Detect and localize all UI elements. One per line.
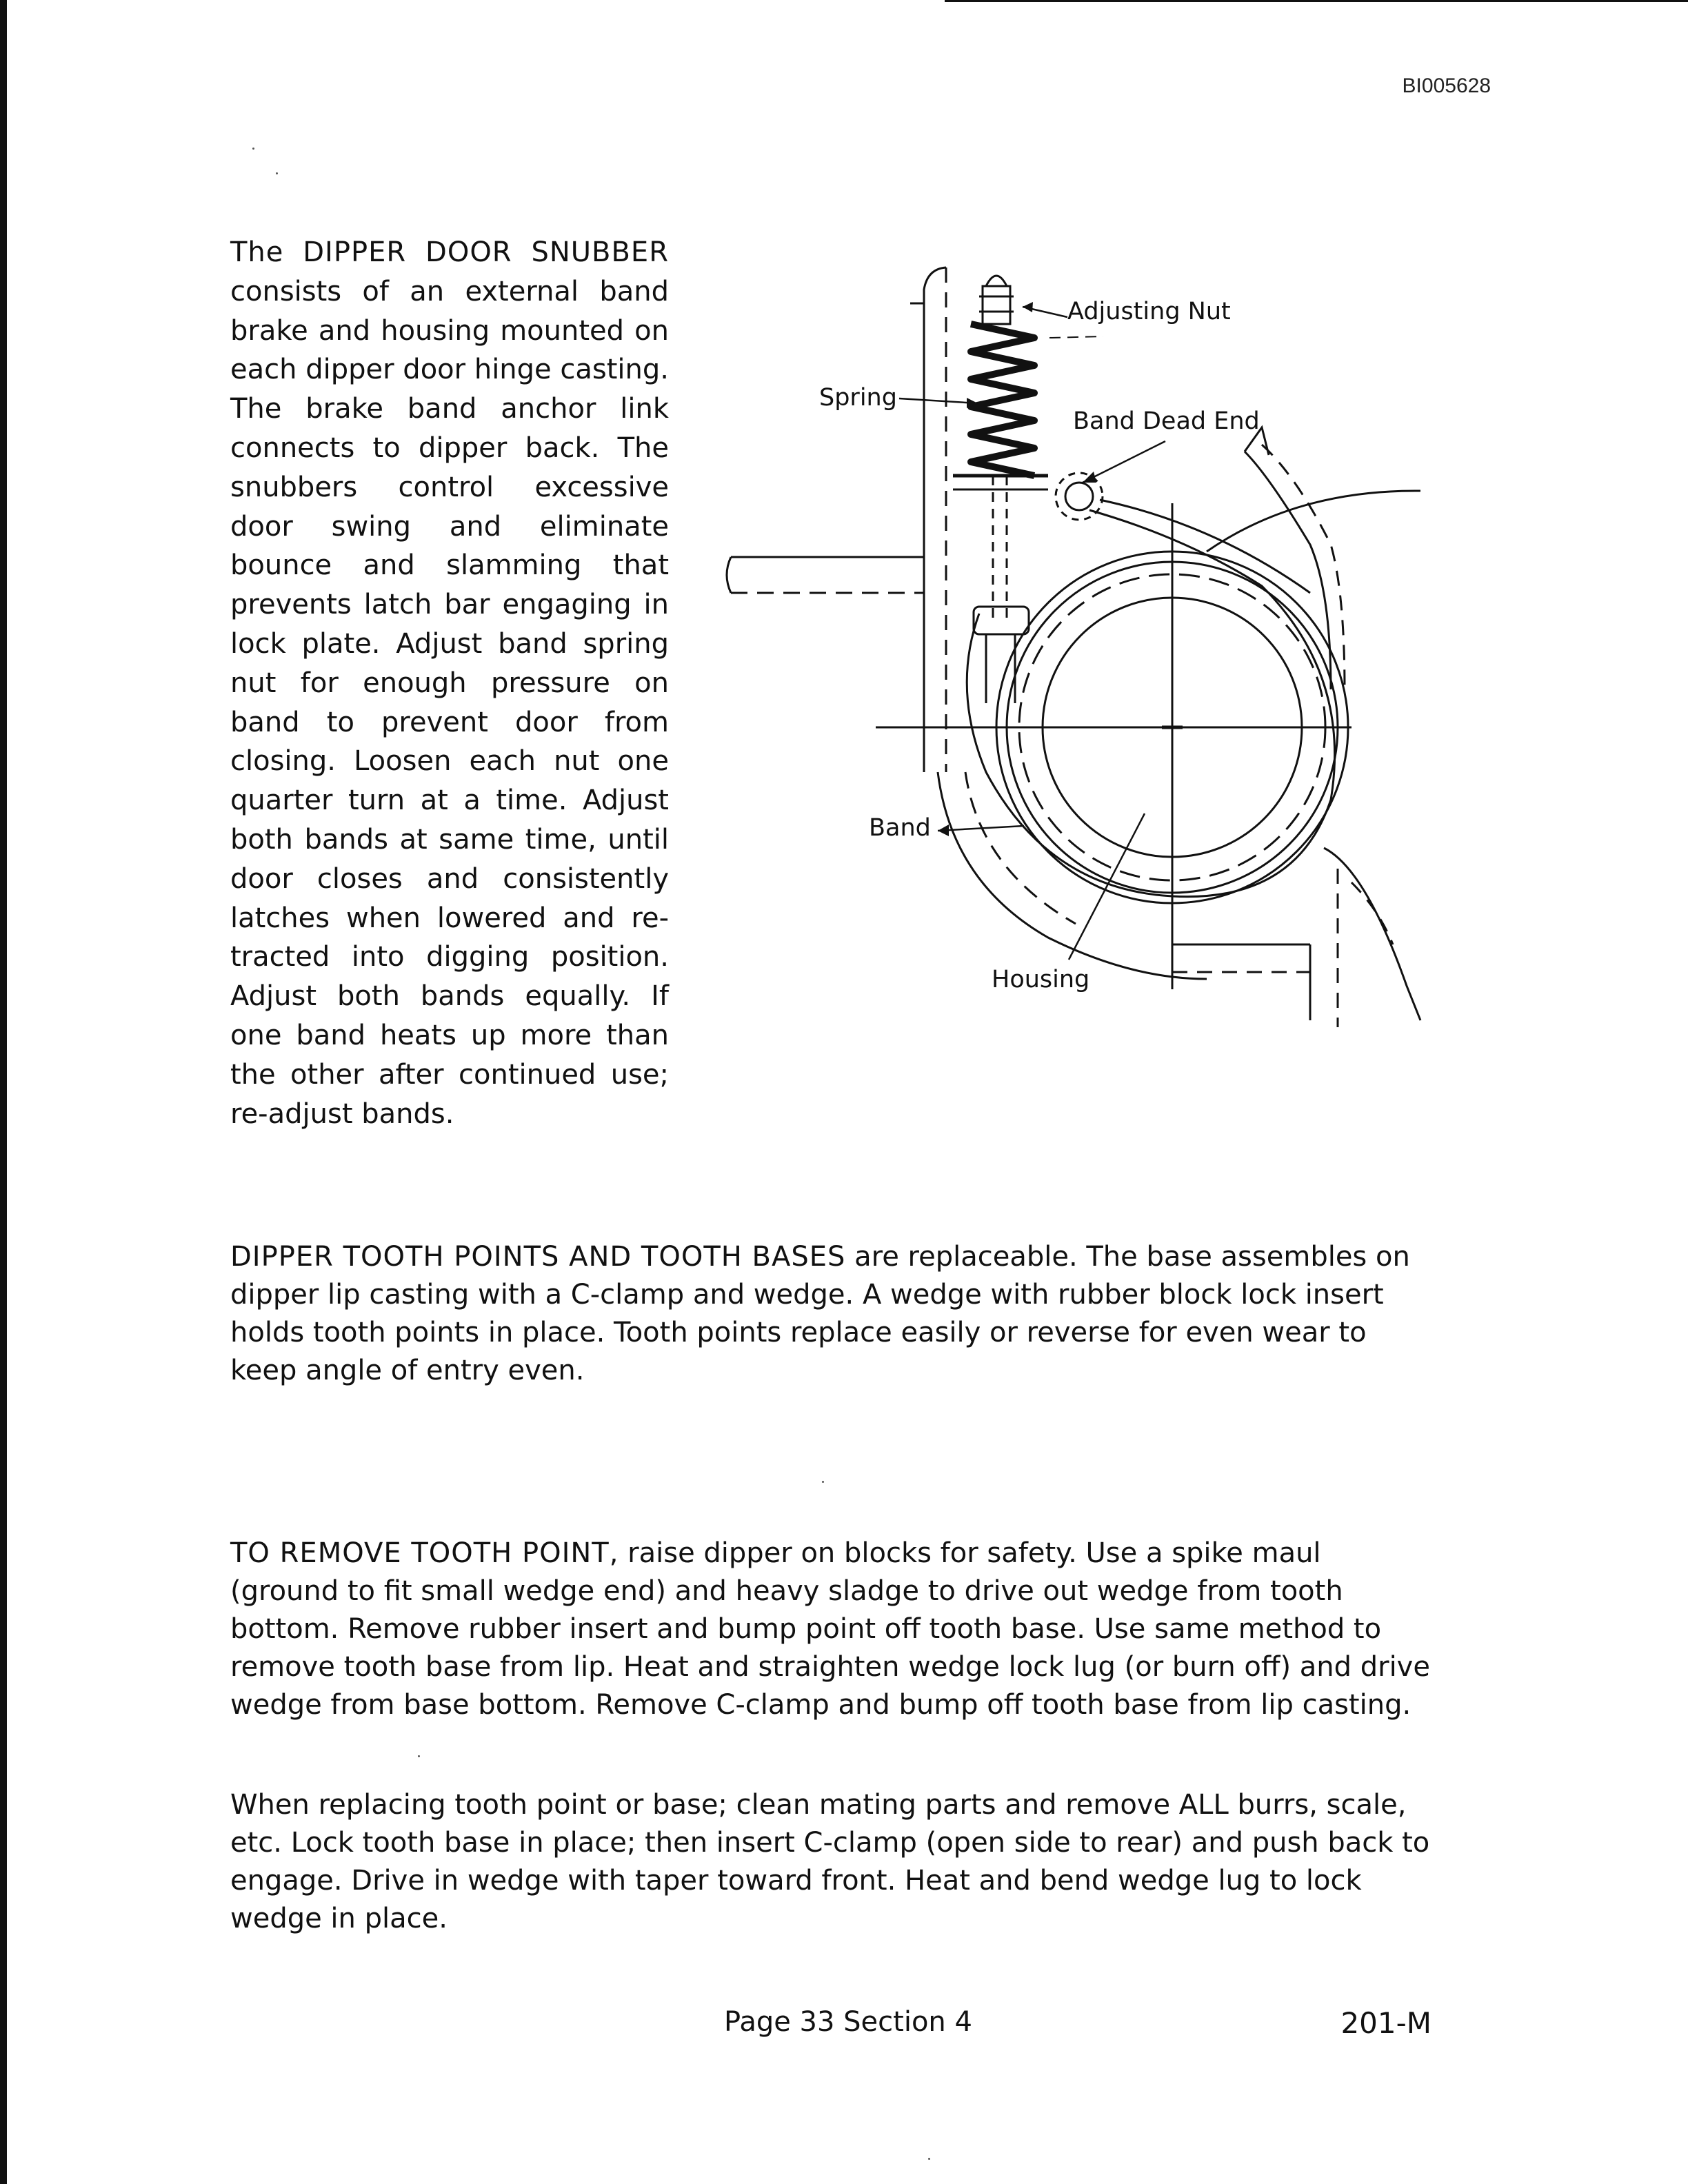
spring-coils bbox=[971, 324, 1034, 476]
tooth-body: are replaceable. The base assembles on dipper lip casting with a C-clamp and wedge. A wedge with rubber block lock insert holds tooth points in place. Tooth points replace easily or reverse for even wear to keep angle of entry even. bbox=[230, 1241, 1410, 1386]
label-band: Band bbox=[869, 814, 931, 842]
snubber-heading: The DIPPER DOOR SNUBBER bbox=[230, 236, 669, 268]
snubber-paragraph bbox=[230, 233, 669, 1133]
bracket-plate bbox=[924, 267, 946, 772]
scan-speck bbox=[822, 1481, 824, 1483]
label-housing: Housing bbox=[992, 966, 1090, 993]
leader-band-dead-end bbox=[1083, 441, 1165, 483]
right-arm bbox=[1245, 452, 1331, 689]
dead-end-pin bbox=[1065, 483, 1093, 510]
tooth-paragraph bbox=[230, 1238, 1434, 1390]
label-spring: Spring bbox=[819, 384, 897, 412]
label-band-dead-end: Band Dead End bbox=[1073, 407, 1260, 435]
snubber-body: consists of an external band brake and housing mounted on each dipper door hinge casting. The brake band anchor link connects to dipper back. The snubbers control excessive door swing and eliminate bounce and slamming that prevents latch bar engaging in lock plate. Adjust band spring nut for enough pressure on band to prevent door from closing. Loosen each nut one quarter turn at a time. Adjust both bands at same time, until door closes and consistently latches when lowered and re-tracted into digging position. Adjust both bands equally. If one band heats up more than the other after continued use; re-adjust bands. bbox=[230, 275, 669, 1130]
remove-body: raise dipper on blocks for safety. Use a spike maul (ground to fit small wedge end) and heavy sladge to drive out wedge from tooth bottom. Remove rubber insert and bump point off tooth base. Use same method to remove tooth base from lip. Heat and straighten wedge lock lug (or burn off) and drive wedge from base bottom. Remove C-clamp and bump off tooth base from lip casting. bbox=[230, 1537, 1430, 1721]
remove-heading: TO REMOVE TOOTH POINT, bbox=[230, 1537, 619, 1569]
label-adjusting-nut: Adjusting Nut bbox=[1067, 298, 1231, 325]
clevis bbox=[974, 607, 1029, 634]
adjusting-nut-shape bbox=[983, 286, 1010, 324]
tooth-heading: DIPPER TOOTH POINTS AND TOOTH BASES bbox=[230, 1241, 846, 1273]
upper-right-line bbox=[1207, 491, 1420, 552]
scan-edge-top bbox=[945, 0, 1688, 2]
scan-speck bbox=[276, 172, 278, 174]
remove-paragraph bbox=[230, 1535, 1434, 1724]
scan-speck bbox=[928, 2158, 930, 2160]
scan-speck bbox=[252, 148, 254, 150]
replace-paragraph: When replacing tooth point or base; clean mating parts and remove ALL burrs, scale, etc. Lock tooth base in place; then insert C-clamp (open side to rear) and push back to engage. Drive in wedge with taper toward front. Heat and bend wedge lug to lock wedge in place. bbox=[230, 1789, 1430, 1934]
snubber-diagram-svg bbox=[690, 248, 1462, 1048]
leader-spring bbox=[899, 398, 978, 403]
page-number: Page 33 Section 4 bbox=[724, 2006, 972, 2038]
shaft-end bbox=[727, 557, 731, 593]
snubber-diagram bbox=[690, 248, 1462, 1048]
leader-housing bbox=[1069, 813, 1145, 960]
housing-shell bbox=[938, 772, 1207, 979]
scan-speck bbox=[418, 1755, 420, 1757]
document-id: BI005628 bbox=[1402, 74, 1491, 97]
model-number: 201-M bbox=[1340, 2006, 1431, 2040]
scan-edge-left bbox=[0, 0, 7, 2184]
